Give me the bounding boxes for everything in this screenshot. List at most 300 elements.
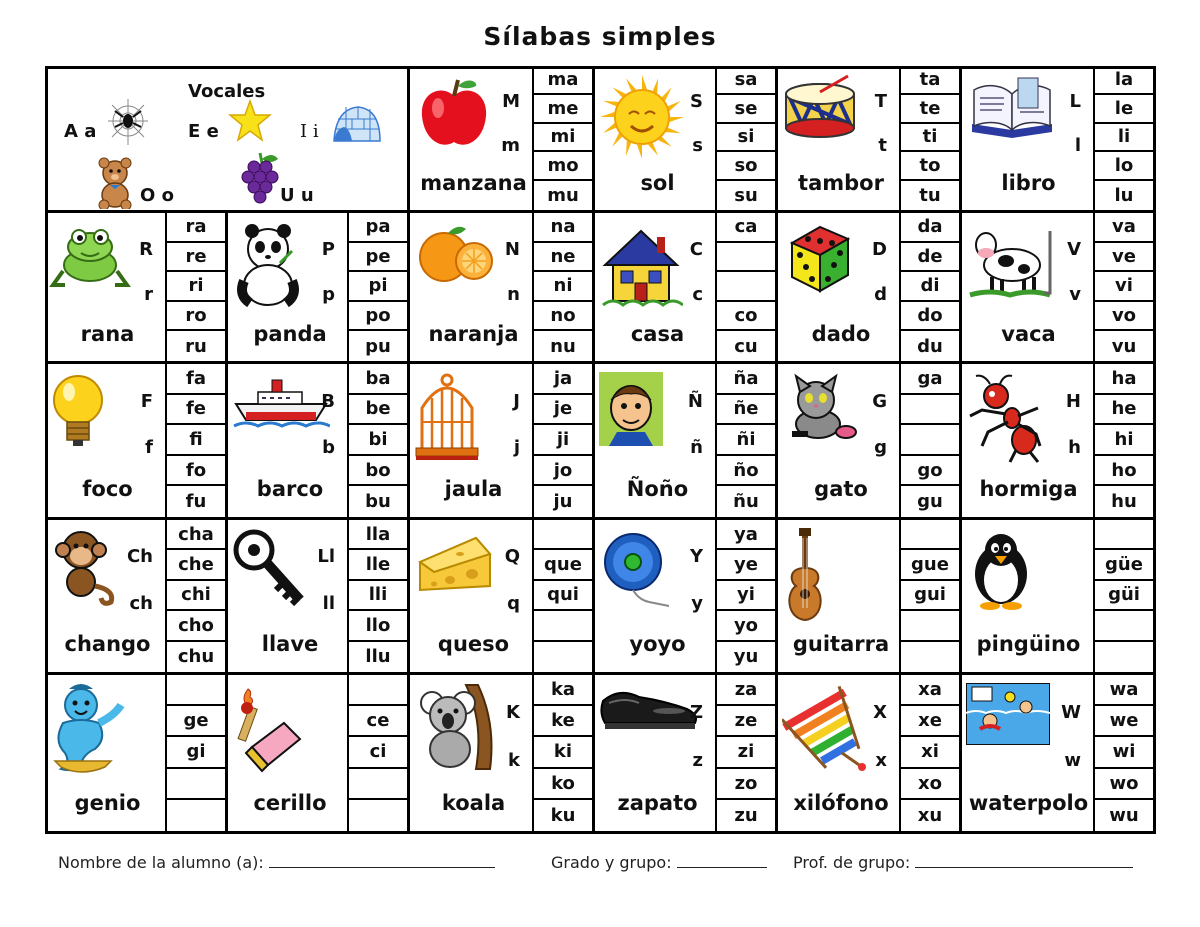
syllable-box: chu <box>177 646 215 668</box>
syllable-box: pe <box>349 243 407 273</box>
syllable-box: vu <box>1111 335 1137 357</box>
syllable-box: ñi <box>717 425 775 456</box>
syllable-box <box>1095 611 1153 641</box>
word-q: queso <box>437 632 510 656</box>
cell-g <box>778 364 962 520</box>
syllable-box: ke <box>534 706 592 737</box>
syllable-box: go <box>901 456 959 487</box>
syllable-box: de <box>901 243 959 273</box>
syllable-box: va <box>1095 213 1153 243</box>
syllable-box: lle <box>349 550 407 580</box>
syllable-box: llo <box>349 611 407 641</box>
letter-lower-y: y <box>691 593 703 614</box>
syllables-w <box>1093 675 1153 831</box>
syllable-box: na <box>534 213 592 243</box>
syllable-chart <box>45 66 1156 834</box>
vowel-i: I i <box>300 121 319 142</box>
syllable-box: mo <box>534 152 592 181</box>
letter-lower-w: w <box>1064 750 1081 771</box>
syllable-box <box>349 769 407 800</box>
syllable-box: jo <box>534 456 592 487</box>
syllable-box: llu <box>365 646 391 668</box>
cell-m <box>410 66 595 213</box>
letter-upper-m: M <box>502 91 520 112</box>
letter-upper-g: G <box>872 391 887 412</box>
syllable-box: xe <box>901 706 959 737</box>
letter-lower-p: p <box>322 284 335 305</box>
letter-upper-r: R <box>139 239 153 260</box>
syllables-s <box>715 66 775 210</box>
cage-icon <box>414 372 480 466</box>
cell-q <box>410 520 595 675</box>
syllable-box: da <box>901 213 959 243</box>
syllable-box: pu <box>365 335 391 357</box>
syllable-box <box>1095 520 1153 550</box>
word-m: manzana <box>420 171 527 195</box>
syllable-box: ma <box>534 66 592 95</box>
syllables-n <box>532 213 592 361</box>
syllable-box: ño <box>717 456 775 487</box>
cell-nn <box>595 364 778 520</box>
key-icon <box>232 528 312 618</box>
syllable-box: wa <box>1095 675 1153 706</box>
cell-v <box>962 213 1153 364</box>
letter-upper-l: L <box>1069 91 1081 112</box>
syllable-box: ro <box>167 302 225 332</box>
syllable-box: ju <box>553 491 573 513</box>
syllable-box: do <box>901 302 959 332</box>
letter-upper-p: P <box>321 239 335 260</box>
vowel-a: A a <box>64 121 97 142</box>
spider-icon <box>106 97 150 151</box>
syllable-box: güe <box>1095 550 1153 580</box>
syllables-k <box>532 675 592 831</box>
syllables-h <box>1093 364 1153 517</box>
word-b: barco <box>256 477 324 501</box>
syllable-box: lla <box>349 520 407 550</box>
word-gu: guitarra <box>792 632 890 656</box>
letter-lower-m: m <box>501 135 520 156</box>
book-icon <box>966 74 1058 148</box>
vowels-cell <box>48 69 410 213</box>
word-d: dado <box>811 322 871 346</box>
syllable-box: gi <box>167 737 225 768</box>
syllable-box: ki <box>534 737 592 768</box>
teddy-bear-icon <box>92 157 138 213</box>
panda-icon <box>232 221 304 313</box>
syllables-t <box>899 66 959 210</box>
word-ll: llave <box>261 632 319 656</box>
letter-lower-q: q <box>507 593 520 614</box>
syllable-box <box>167 800 225 831</box>
syllable-box: di <box>901 272 959 302</box>
syllable-box: ze <box>717 706 775 737</box>
cell-ge <box>45 675 228 831</box>
word-h: hormiga <box>979 477 1078 501</box>
grade-group-field[interactable] <box>551 853 767 872</box>
syllable-box: zi <box>717 737 775 768</box>
syllable-box: xi <box>901 737 959 768</box>
syllable-box: mu <box>547 185 579 207</box>
syllable-box: ne <box>534 243 592 273</box>
cell-b <box>228 364 410 520</box>
syllables-y <box>715 520 775 672</box>
letter-lower-k: k <box>508 750 520 771</box>
teacher-label: Prof. de grupo: <box>793 853 911 872</box>
syllables-gue <box>1093 520 1153 672</box>
orange-icon <box>414 221 498 289</box>
syllable-box: bu <box>365 491 391 513</box>
letter-lower-t: t <box>878 135 887 156</box>
syllable-box <box>901 520 959 550</box>
syllable-box: po <box>349 302 407 332</box>
letter-upper-b: B <box>321 391 335 412</box>
syllable-box: fo <box>167 456 225 487</box>
letter-lower-v: v <box>1069 284 1081 305</box>
word-s: sol <box>640 171 675 195</box>
syllables-ch <box>165 520 225 672</box>
cell-gue <box>962 520 1153 675</box>
cell-ll <box>228 520 410 675</box>
cell-ch <box>45 520 228 675</box>
letter-lower-h: h <box>1068 437 1081 458</box>
shoe-icon <box>599 683 699 737</box>
letter-upper-ll: Ll <box>317 546 335 567</box>
syllables-l <box>1093 66 1153 210</box>
cell-s <box>595 66 778 213</box>
match-icon <box>232 683 302 777</box>
letter-lower-r: r <box>144 284 153 305</box>
syllables-d <box>899 213 959 361</box>
xylophone-icon <box>782 683 868 777</box>
syllables-g <box>899 364 959 517</box>
ant-icon <box>966 372 1056 468</box>
syllable-box: qui <box>534 581 592 611</box>
syllables-r <box>165 213 225 361</box>
syllable-box: chi <box>167 581 225 611</box>
apple-icon <box>414 74 494 158</box>
syllable-box: ge <box>167 706 225 737</box>
cell-ce <box>228 675 410 831</box>
letter-lower-z: z <box>692 750 703 771</box>
word-nn: Ñoño <box>626 477 689 501</box>
guitar-icon <box>782 528 828 628</box>
letter-lower-n: n <box>507 284 520 305</box>
syllable-box: nu <box>550 335 576 357</box>
syllable-box: ta <box>901 66 959 95</box>
syllable-box: pi <box>349 272 407 302</box>
letter-upper-x: X <box>873 702 887 723</box>
syllable-box: güi <box>1095 581 1153 611</box>
syllable-box: xu <box>917 804 943 826</box>
bulb-icon <box>49 372 107 456</box>
syllable-box <box>534 520 592 550</box>
syllable-box: gui <box>901 581 959 611</box>
syllable-box: lu <box>1114 185 1134 207</box>
letter-lower-d: d <box>874 284 887 305</box>
word-ge: genio <box>74 791 141 815</box>
syllables-z <box>715 675 775 831</box>
cell-w <box>962 675 1153 831</box>
syllable-box: ko <box>534 769 592 800</box>
letter-lower-c: c <box>692 284 703 305</box>
syllables-j <box>532 364 592 517</box>
syllable-box <box>1095 642 1153 672</box>
syllable-box: fa <box>167 364 225 395</box>
syllable-box: ti <box>901 124 959 153</box>
word-n: naranja <box>428 322 519 346</box>
vowel-e: E e <box>188 121 219 142</box>
word-y: yoyo <box>629 632 686 656</box>
syllable-box: ra <box>167 213 225 243</box>
cell-l <box>962 66 1153 213</box>
letter-upper-ch: Ch <box>126 546 153 567</box>
syllable-box: vi <box>1095 272 1153 302</box>
syllable-box: te <box>901 95 959 124</box>
syllable-box: ru <box>185 335 207 357</box>
cell-t <box>778 66 962 213</box>
word-w: waterpolo <box>968 791 1089 815</box>
word-g: gato <box>814 477 868 501</box>
vowel-u: U u <box>280 185 314 206</box>
syllable-box: ce <box>349 706 407 737</box>
syllable-box: ca <box>717 213 775 243</box>
syllable-box: ja <box>534 364 592 395</box>
syllable-box <box>901 642 959 672</box>
syllables-q <box>532 520 592 672</box>
syllable-box: ho <box>1095 456 1153 487</box>
word-t: tambor <box>798 171 884 195</box>
syllable-box: pa <box>349 213 407 243</box>
syllable-box <box>901 395 959 426</box>
letter-upper-nn: Ñ <box>687 391 703 412</box>
syllables-x <box>899 675 959 831</box>
grade-group-label: Grado y grupo: <box>551 853 672 872</box>
letter-upper-n: N <box>504 239 520 260</box>
syllable-box <box>167 769 225 800</box>
word-ch: chango <box>64 632 151 656</box>
letter-lower-x: x <box>875 750 887 771</box>
koala-icon <box>414 683 494 775</box>
word-f: foco <box>82 477 133 501</box>
cell-f <box>45 364 228 520</box>
word-r: rana <box>80 322 135 346</box>
syllable-box: su <box>734 185 758 207</box>
syllable-box: se <box>717 95 775 124</box>
syllables-nn <box>715 364 775 517</box>
syllable-box: vo <box>1095 302 1153 332</box>
yoyo-icon <box>599 528 675 616</box>
student-name-label: Nombre de la alumno (a): <box>58 853 264 872</box>
penguin-icon <box>966 528 1036 614</box>
letter-lower-s: s <box>692 135 703 156</box>
syllable-box: gu <box>917 491 943 513</box>
letter-lower-j: j <box>513 437 520 458</box>
syllable-box: ku <box>550 804 576 826</box>
house-icon <box>599 221 683 311</box>
star-icon <box>228 99 272 147</box>
letter-upper-k: K <box>506 702 520 723</box>
cell-h <box>962 364 1153 520</box>
word-j: jaula <box>444 477 503 501</box>
syllable-box: to <box>901 152 959 181</box>
syllable-box: cu <box>734 335 758 357</box>
syllable-box: du <box>917 335 943 357</box>
syllables-ge <box>165 675 225 831</box>
syllable-box: ñu <box>733 491 759 513</box>
syllable-box: je <box>534 395 592 426</box>
syllable-box: li <box>1095 124 1153 153</box>
teacher-field[interactable] <box>793 853 1133 872</box>
syllable-box: no <box>534 302 592 332</box>
syllable-box: ka <box>534 675 592 706</box>
letter-upper-y: Y <box>689 546 703 567</box>
syllable-box: lo <box>1095 152 1153 181</box>
vowel-o: O o <box>140 185 174 206</box>
syllable-box: cha <box>167 520 225 550</box>
syllable-box: fe <box>167 395 225 426</box>
letter-lower-nn: ñ <box>690 437 703 458</box>
syllable-box: so <box>717 152 775 181</box>
letter-upper-d: D <box>872 239 887 260</box>
genie-icon <box>49 683 129 781</box>
syllable-box: hu <box>1111 491 1137 513</box>
syllable-box: fu <box>185 491 207 513</box>
syllables-f <box>165 364 225 517</box>
syllable-box: ha <box>1095 364 1153 395</box>
letter-upper-v: V <box>1067 239 1081 260</box>
cell-z <box>595 675 778 831</box>
cell-k <box>410 675 595 831</box>
cell-c <box>595 213 778 364</box>
syllable-box: he <box>1095 395 1153 426</box>
syllable-box <box>534 611 592 641</box>
syllable-box <box>349 675 407 706</box>
cell-n <box>410 213 595 364</box>
cell-j <box>410 364 595 520</box>
syllables-m <box>532 66 592 210</box>
syllable-box: wu <box>1109 804 1139 826</box>
cell-d <box>778 213 962 364</box>
syllable-box: tu <box>919 185 941 207</box>
letter-lower-b: b <box>322 437 335 458</box>
syllable-box: wo <box>1095 769 1153 800</box>
word-v: vaca <box>1001 322 1056 346</box>
syllable-box: ña <box>717 364 775 395</box>
syllable-box: si <box>717 124 775 153</box>
student-name-field[interactable] <box>58 853 495 872</box>
syllable-box: lli <box>349 581 407 611</box>
syllable-box <box>534 642 592 672</box>
word-l: libro <box>1001 171 1056 195</box>
syllable-box: que <box>534 550 592 580</box>
cheese-icon <box>414 528 494 602</box>
syllable-box: ve <box>1095 243 1153 273</box>
cell-y <box>595 520 778 675</box>
ship-icon <box>232 372 330 436</box>
monkey-icon <box>49 528 119 610</box>
syllable-box <box>901 425 959 456</box>
letter-upper-z: Z <box>689 702 703 723</box>
syllable-box: zo <box>717 769 775 800</box>
syllable-box: che <box>167 550 225 580</box>
cow-icon <box>966 221 1056 307</box>
grapes-icon <box>240 151 280 211</box>
syllable-box: ni <box>534 272 592 302</box>
syllable-box <box>717 243 775 273</box>
word-p: panda <box>253 322 327 346</box>
waterpolo-icon <box>966 683 1050 749</box>
syllables-v <box>1093 213 1153 361</box>
cat-icon <box>782 372 860 448</box>
cell-p <box>228 213 410 364</box>
syllable-box: ci <box>349 737 407 768</box>
word-z: zapato <box>617 791 698 815</box>
syllable-box: fi <box>167 425 225 456</box>
syllable-box: gue <box>901 550 959 580</box>
letter-upper-f: F <box>140 391 153 412</box>
syllables-b <box>347 364 407 517</box>
syllable-box: be <box>349 395 407 426</box>
letter-lower-g: g <box>874 437 887 458</box>
syllable-box: ji <box>534 425 592 456</box>
syllable-box: cho <box>167 611 225 641</box>
letter-upper-h: H <box>1065 391 1081 412</box>
syllable-box: sa <box>717 66 775 95</box>
letter-lower-ll: ll <box>322 593 335 614</box>
letter-lower-l: l <box>1074 135 1081 156</box>
letter-upper-t: T <box>874 91 887 112</box>
cell-gu <box>778 520 962 675</box>
word-gue: pingüino <box>976 632 1081 656</box>
cell-r <box>45 213 228 364</box>
letter-upper-w: W <box>1061 702 1081 723</box>
syllables-ll <box>347 520 407 672</box>
word-k: koala <box>441 791 506 815</box>
dice-icon <box>782 221 856 299</box>
boy-face-icon <box>599 372 663 450</box>
cell-x <box>778 675 962 831</box>
letter-lower-f: f <box>145 437 153 458</box>
letter-upper-q: Q <box>504 546 520 567</box>
syllable-box: zu <box>734 804 758 826</box>
syllable-box: yo <box>717 611 775 641</box>
syllable-box: wi <box>1095 737 1153 768</box>
syllable-box: za <box>717 675 775 706</box>
syllable-box: xo <box>901 769 959 800</box>
syllable-box: bo <box>349 456 407 487</box>
syllables-c <box>715 213 775 361</box>
syllable-box: yu <box>733 646 759 668</box>
drum-icon <box>782 74 862 144</box>
syllables-p <box>347 213 407 361</box>
word-c: casa <box>630 322 685 346</box>
word-ce: cerillo <box>253 791 327 815</box>
syllable-box <box>349 800 407 831</box>
syllable-box: yi <box>717 581 775 611</box>
syllable-box: re <box>167 243 225 273</box>
syllables-gu <box>899 520 959 672</box>
letter-upper-j: J <box>513 391 520 412</box>
syllable-box: we <box>1095 706 1153 737</box>
igloo-icon <box>332 105 382 147</box>
letter-upper-c: C <box>689 239 703 260</box>
syllable-box: mi <box>534 124 592 153</box>
syllables-ce <box>347 675 407 831</box>
page-title: Sílabas simples <box>483 22 717 51</box>
word-x: xilófono <box>793 791 889 815</box>
syllable-box: ri <box>167 272 225 302</box>
